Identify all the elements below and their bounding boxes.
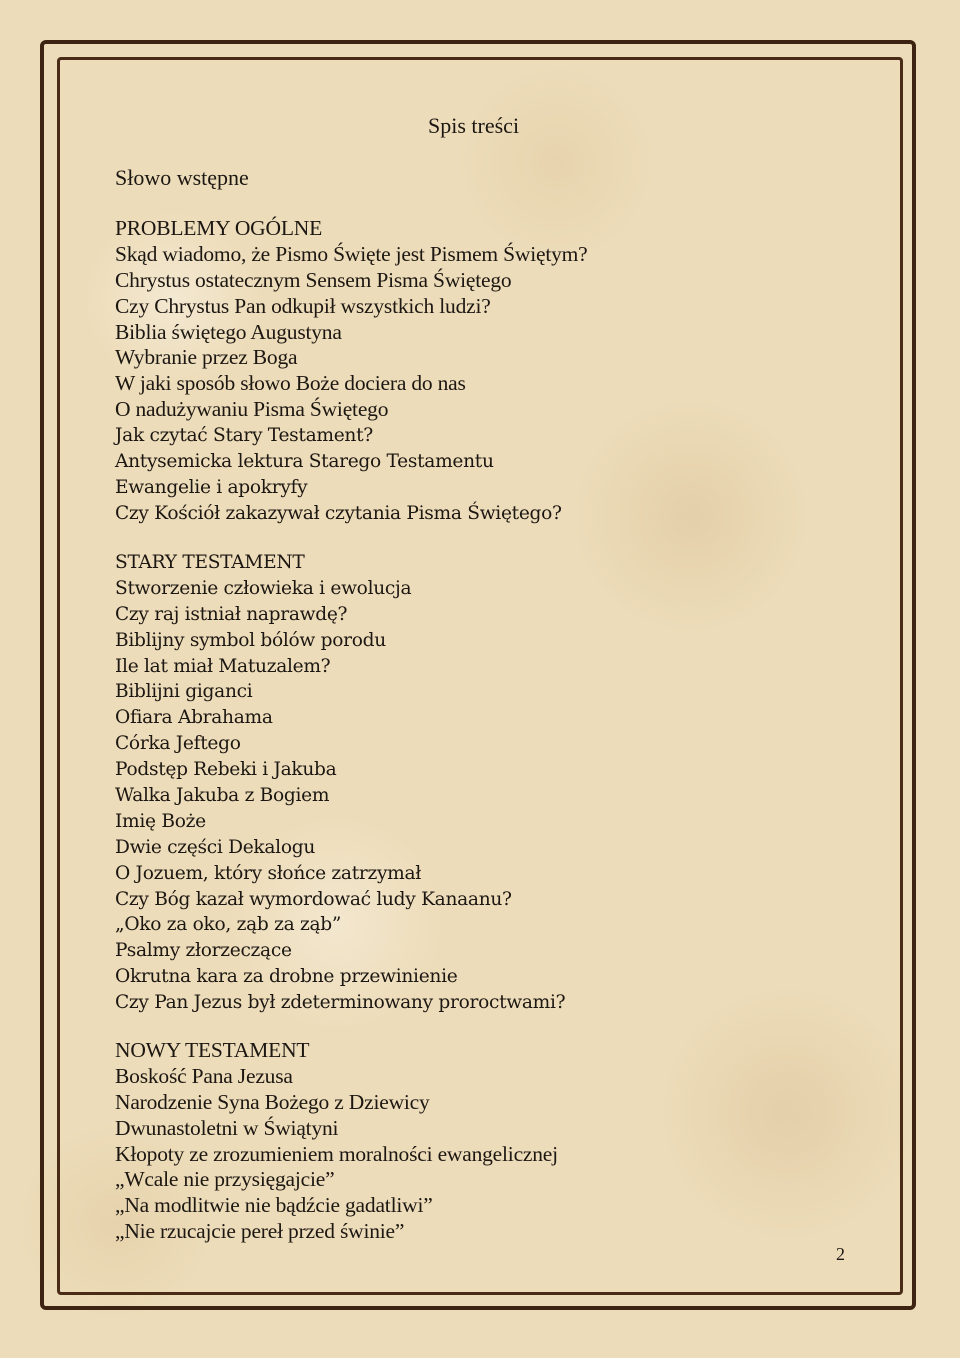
toc-section-new-testament bbox=[115, 1038, 558, 1245]
toc-entry: Córka Jeftego bbox=[115, 733, 241, 755]
toc-entry: Ewangelie i apokryfy bbox=[115, 476, 308, 498]
section-heading-new-testament: NOWY TESTAMENT bbox=[115, 1038, 310, 1062]
toc-entry: Biblia świętego Augustyna bbox=[115, 319, 342, 344]
toc-entry: Stworzenie człowieka i ewolucja bbox=[115, 577, 412, 599]
toc-entry: Czy raj istniał naprawdę? bbox=[115, 603, 348, 625]
toc-entry: Biblijny symbol bólów porodu bbox=[115, 629, 386, 651]
toc-entry: Wybranie przez Boga bbox=[115, 345, 298, 370]
toc-entry: Imię Boże bbox=[115, 810, 206, 832]
toc-entry: Okrutna kara za drobne przewinienie bbox=[115, 966, 458, 988]
section-heading-general: PROBLEMY OGÓLNE bbox=[115, 216, 323, 240]
toc-section-old-testament bbox=[115, 550, 565, 1016]
page-number: 2 bbox=[836, 1244, 845, 1264]
toc-entry: Kłopoty ze zrozumieniem moralności ewangelicznej bbox=[115, 1141, 558, 1166]
toc-entry: O Jozuem, który słońce zatrzymał bbox=[115, 862, 422, 884]
toc-entry: O nadużywaniu Pisma Świętego bbox=[115, 397, 389, 422]
toc-entry: „Nie rzucajcie pereł przed świnie” bbox=[115, 1219, 405, 1244]
toc-entry: Narodzenie Syna Bożego z Dziewicy bbox=[115, 1089, 430, 1114]
toc-entry: Dwie części Dekalogu bbox=[115, 836, 315, 858]
toc-entry: Czy Bóg kazał wymordować ludy Kanaanu? bbox=[115, 888, 512, 910]
toc-entry: „Oko za oko, ząb za ząb” bbox=[115, 914, 342, 936]
toc-entry: Ile lat miał Matuzalem? bbox=[115, 655, 331, 677]
toc-entry: Chrystus ostatecznym Sensem Pisma Świętego bbox=[115, 267, 512, 292]
toc-entry: Biblijni giganci bbox=[115, 681, 253, 703]
toc-entry: Czy Chrystus Pan odkupił wszystkich ludzi? bbox=[115, 293, 491, 318]
toc-entry: Jak czytać Stary Testament? bbox=[115, 425, 373, 447]
toc-entry: Czy Kościół zakazywał czytania Pisma Świętego? bbox=[115, 502, 562, 524]
toc-entry: Boskość Pana Jezusa bbox=[115, 1063, 293, 1088]
toc-entry: „Na modlitwie nie bądźcie gadatliwi” bbox=[115, 1193, 433, 1218]
section-heading-old-testament: STARY TESTAMENT bbox=[115, 552, 305, 573]
toc-entry: Skąd wiadomo, że Pismo Święte jest Pismem Świętym? bbox=[115, 241, 588, 266]
toc-entry: W jaki sposób słowo Boże dociera do nas bbox=[115, 371, 466, 396]
toc-section-general bbox=[115, 216, 588, 527]
toc-entry: Dwunastoletni w Świątyni bbox=[115, 1115, 339, 1140]
toc-entry: Czy Pan Jezus był zdeterminowany proroctwami? bbox=[115, 992, 566, 1014]
toc-entry: Podstęp Rebeki i Jakuba bbox=[115, 759, 337, 781]
toc-entry: „Wcale nie przysięgajcie” bbox=[115, 1167, 335, 1192]
toc-entry: Ofiara Abrahama bbox=[115, 707, 273, 729]
toc-entry-intro: Słowo wstępne bbox=[115, 165, 249, 190]
toc-entry: Psalmy złorzeczące bbox=[115, 940, 292, 962]
toc-entry: Walka Jakuba z Bogiem bbox=[115, 785, 330, 807]
page-title: Spis treści bbox=[428, 113, 520, 138]
toc-entry: Antysemicka lektura Starego Testamentu bbox=[115, 451, 494, 473]
